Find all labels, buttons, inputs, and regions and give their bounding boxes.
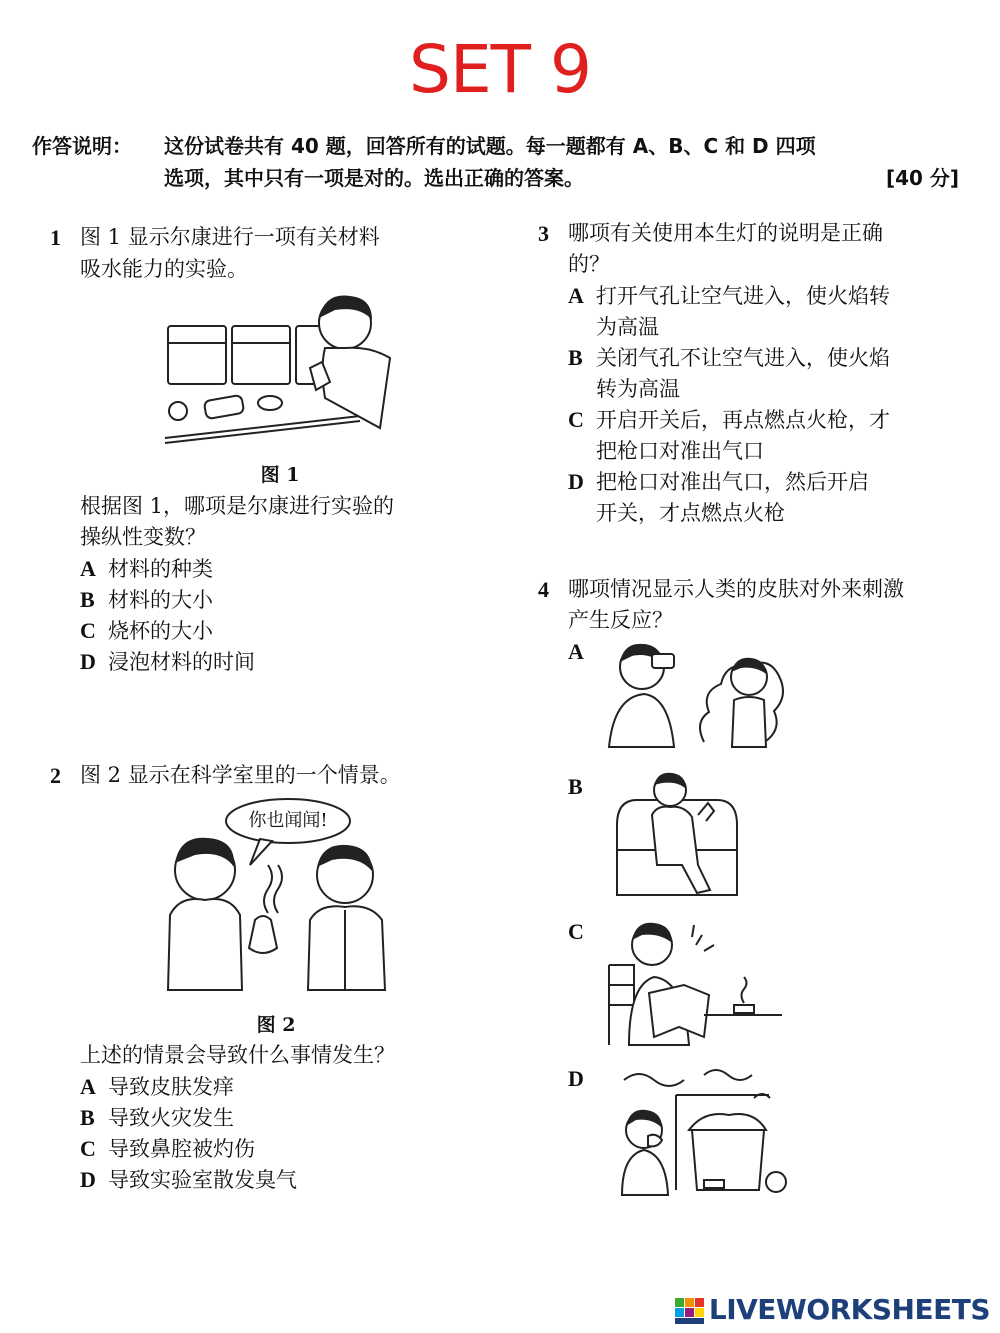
question-1-option-b[interactable]: B 材料的大小 [80, 587, 213, 612]
question-3-stem-line1: 哪项有关使用本生灯的说明是正确 [568, 221, 883, 245]
question-2-stem: 图 2 显示在科学室里的一个情景。 [80, 763, 401, 787]
instructions-marks: [40 分] [886, 166, 960, 190]
instructions-line1: 这份试卷共有 40 题，回答所有的试题。每一题都有 A、B、C 和 D 四项 [164, 134, 816, 158]
question-1-ask-line2: 操纵性变数？ [80, 525, 206, 549]
right-boy-figure [308, 845, 385, 990]
option-a-illustration [604, 632, 784, 752]
beaker-icon [232, 326, 290, 384]
question-4-option-a[interactable]: A [568, 639, 584, 664]
question-4-stem-line1: 哪项情况显示人类的皮肤对外来刺激 [568, 577, 904, 601]
option-d-illustration [604, 1060, 789, 1200]
question-4-stem-line2: 产生反应？ [568, 608, 673, 632]
boy-figure [310, 295, 390, 428]
question-2-ask: 上述的情景会导致什么事情发生？ [80, 1043, 395, 1067]
question-4-number: 4 [538, 577, 549, 602]
sponge-icon [204, 395, 245, 419]
question-3-number: 3 [538, 221, 549, 246]
question-3-option-a[interactable]: A 打开气孔让空气进入，使火焰转 为高温 [568, 283, 890, 339]
question-4-option-d[interactable]: D [568, 1066, 584, 1091]
stopwatch-icon [169, 402, 187, 420]
question-1-stem-line1: 图 1 显示尔康进行一项有关材料 [80, 225, 380, 249]
question-1-option-d[interactable]: D 浸泡材料的时间 [80, 649, 255, 674]
page-title: SET 9 [409, 31, 591, 108]
liveworksheets-logo-icon [675, 1296, 705, 1326]
question-4-option-b[interactable]: B [568, 774, 583, 799]
option-b-illustration [612, 765, 742, 900]
instructions-label: 作答说明： [32, 134, 132, 158]
question-2-option-b[interactable]: B 导致火灾发生 [80, 1105, 234, 1130]
question-3-stem-line2: 的？ [568, 252, 610, 276]
question-1-number: 1 [50, 225, 61, 250]
garbage-bag-icon [766, 1172, 786, 1192]
question-1-option-c[interactable]: C 烧杯的大小 [80, 618, 213, 643]
question-2-option-d[interactable]: D 导致实验室散发臭气 [80, 1167, 297, 1192]
trash-item-icon [704, 1180, 724, 1188]
figure-2-caption: 图 2 [256, 1014, 296, 1036]
question-2-option-a[interactable]: A 导致皮肤发痒 [80, 1074, 234, 1099]
garbage-bin-icon [692, 1130, 764, 1190]
beaker-icon [168, 326, 226, 384]
camera-icon [652, 654, 674, 668]
liveworksheets-watermark: LIVEWORKSHEETS [675, 1293, 990, 1326]
material-icon [258, 396, 282, 410]
left-boy-figure [168, 838, 242, 990]
bottle-icon [249, 916, 277, 953]
question-3-option-c[interactable]: C 开启开关后，再点燃点火枪，才 把枪口对准出气口 [568, 407, 890, 463]
figure-1-illustration [120, 288, 410, 453]
speech-bubble-text: 你也闻闻! [248, 810, 328, 831]
question-1-option-a[interactable]: A 材料的种类 [80, 556, 213, 581]
instructions-line2: 选项，其中只有一项是对的。选出正确的答案。 [164, 166, 584, 190]
question-2-number: 2 [50, 763, 61, 788]
ashtray-icon [734, 1005, 754, 1013]
option-c-illustration [604, 915, 784, 1050]
question-3-option-d[interactable]: D 把枪口对准出气口，然后开启 开关，才点燃点火枪 [568, 469, 869, 525]
figure-1-caption: 图 1 [260, 464, 300, 486]
question-3-option-b[interactable]: B 关闭气孔不让空气进入，使火焰 转为高温 [568, 345, 890, 401]
question-4-option-c[interactable]: C [568, 919, 584, 944]
question-1-ask-line1: 根据图 1，哪项是尔康进行实验的 [80, 494, 395, 518]
question-2-option-c[interactable]: C 导致鼻腔被灼伤 [80, 1136, 255, 1161]
question-1-stem-line2: 吸水能力的实验。 [80, 257, 248, 281]
